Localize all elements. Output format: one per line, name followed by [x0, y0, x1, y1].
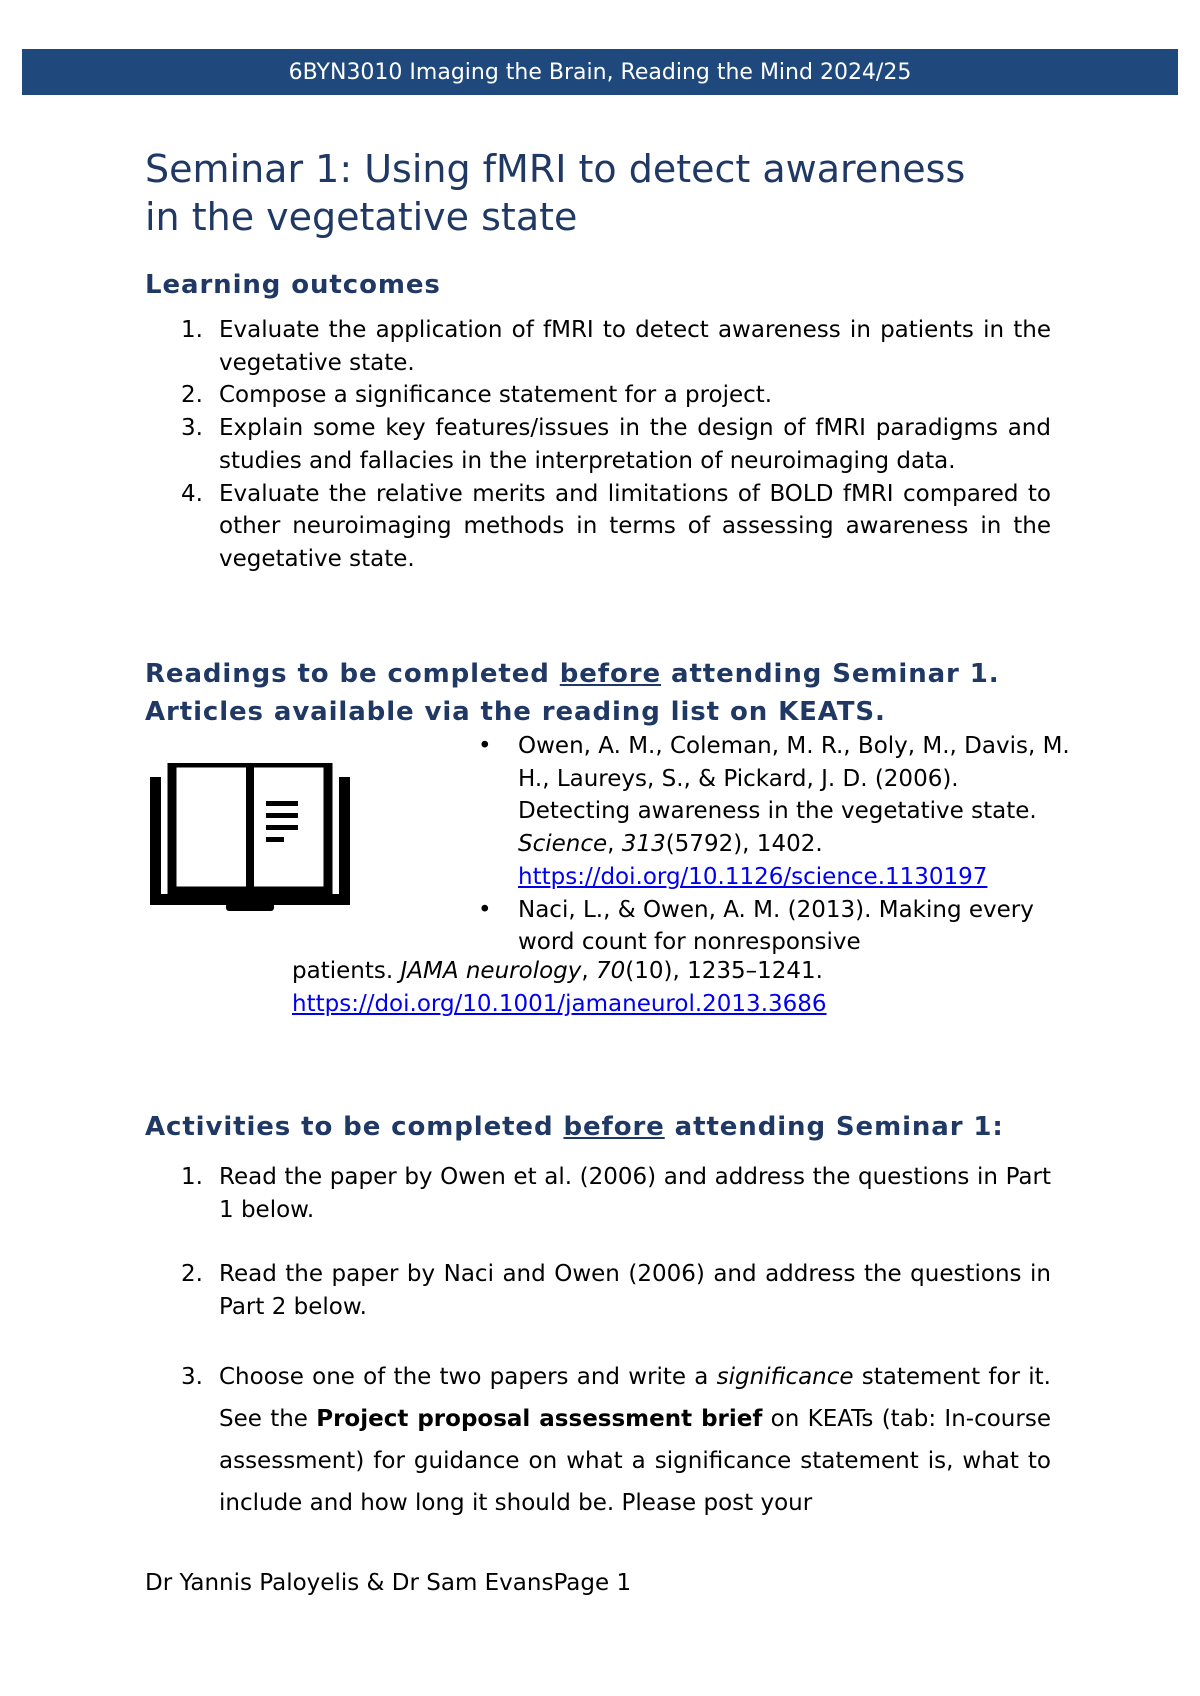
list-item: 3. Explain some key features/issues in the design of fMRI paradigms and studies and fallacies in the interpretation of neuroimaging data.	[181, 415, 1051, 474]
list-item: • Owen, A. M., Coleman, M. R., Boly, M., Davis, M. H., Laureys, S., & Pickard, J. D. (2006). Detecting awareness in the vegetative state. Science, 313(5792), 1402. https://doi.org/10.1126/science.1130197	[478, 733, 1070, 890]
list-item: 4. Evaluate the relative merits and limitations of BOLD fMRI compared to other neuroimaging methods in terms of assessing awareness in the vegetative state.	[181, 480, 1051, 572]
readings-heading: Readings to be completed before attending Seminar 1. Articles available via the reading list on KEATS.	[145, 659, 1000, 727]
list-item: • Naci, L., & Owen, A. M. (2013). Making every word count for nonresponsive	[478, 896, 1034, 956]
course-title: 6BYN3010 Imaging the Brain, Reading the Mind 2024/25	[288, 59, 912, 85]
learning-outcomes-heading: Learning outcomes	[145, 270, 441, 300]
readings-list	[478, 730, 1078, 959]
list-item: 3. Choose one of the two papers and write a significance statement for it. See the Project proposal assessment brief on KEATs (tab: In-course assessment) for guidance on what a significance statement is, what to include and how long it should be. Please post your	[181, 1363, 1051, 1516]
reading-2-doi-link[interactable]: https://doi.org/10.1001/jamaneurol.2013.3686	[292, 990, 827, 1017]
activities-list	[145, 1161, 1051, 1556]
list-item: 2. Compose a significance statement for a project.	[181, 382, 773, 409]
learning-outcomes-list	[145, 314, 1051, 576]
page-footer: Dr Yannis Paloyelis & Dr Sam EvansPage 1	[145, 1570, 632, 1596]
activities-heading: Activities to be completed before attending Seminar 1:	[145, 1112, 1004, 1142]
book-icon	[150, 763, 350, 911]
page-title: Seminar 1: Using fMRI to detect awareness in the vegetative state	[145, 147, 966, 239]
list-item: 1. Evaluate the application of fMRI to detect awareness in patients in the vegetative state.	[181, 317, 1051, 376]
reading-2-continuation: patients. JAMA neurology, 70(10), 1235–1241. https://doi.org/10.1001/jamaneurol.2013.3686	[292, 958, 827, 1017]
list-item: 2. Read the paper by Naci and Owen (2006) and address the questions in Part 2 below.	[181, 1261, 1051, 1321]
course-header-bar	[22, 49, 1178, 95]
list-item: 1. Read the paper by Owen et al. (2006) and address the questions in Part 1 below.	[181, 1164, 1051, 1223]
reading-1-doi-link[interactable]: https://doi.org/10.1126/science.1130197	[518, 863, 988, 890]
